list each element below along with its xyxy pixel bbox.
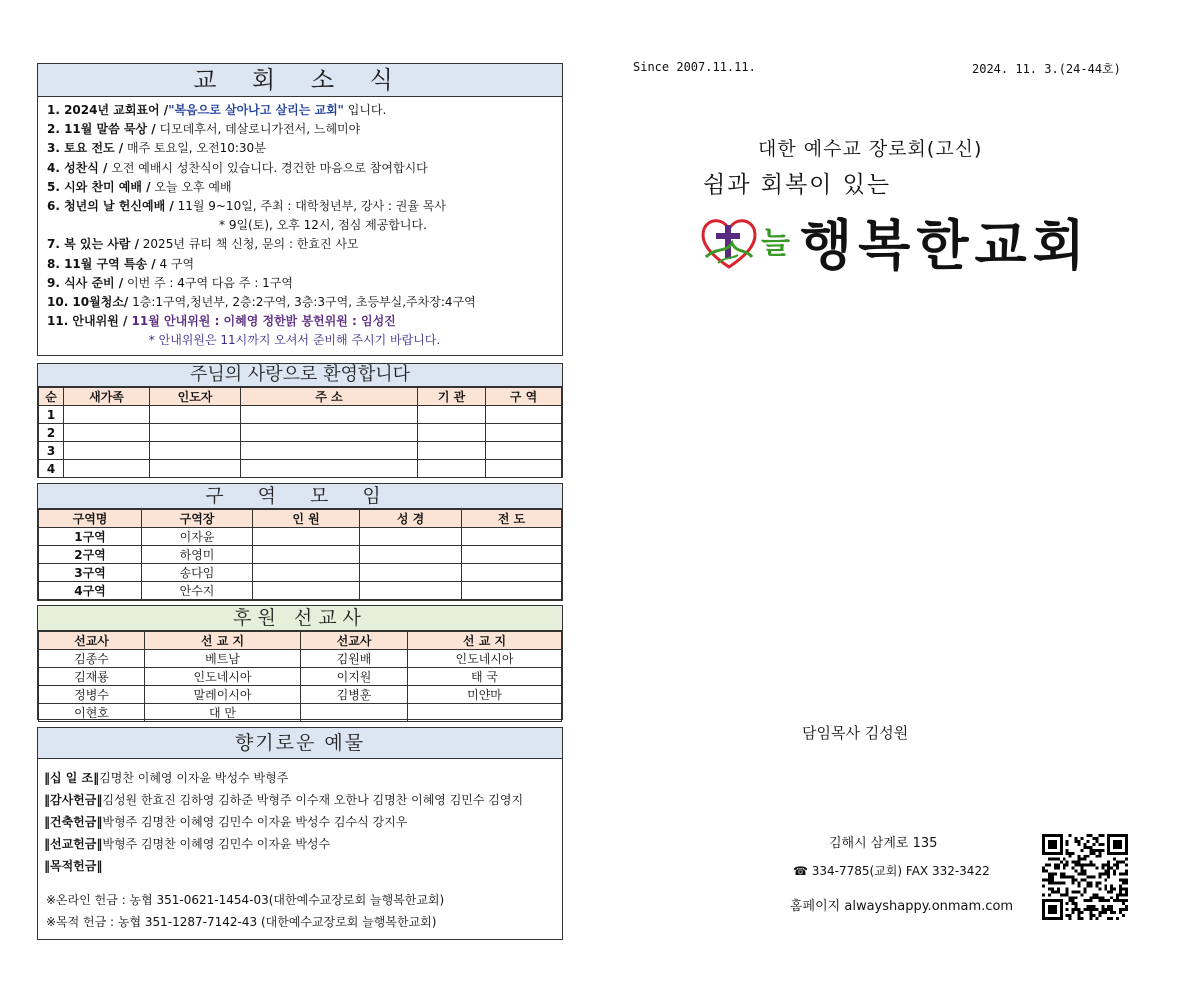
mission-field: 베트남 <box>145 650 301 668</box>
news-item-label: 6. 청년의 날 헌신예배 / <box>47 198 174 213</box>
cell <box>241 406 418 424</box>
denomination: 대한 예수교 장로회(고신) <box>758 138 983 160</box>
row-number: 3 <box>39 442 64 460</box>
news-item <box>47 101 562 120</box>
col-header: 구역장 <box>142 510 253 528</box>
usher-names: 11월 안내위원 : 이혜영 정한밝 봉헌위원 : 임성진 <box>127 314 396 329</box>
cell <box>462 582 562 600</box>
news-item-text: 4 구역 <box>155 256 195 271</box>
mission-field: 인도네시아 <box>408 650 562 668</box>
missionary-table <box>38 631 562 722</box>
news-item <box>47 293 562 312</box>
missionary-name: 김병훈 <box>301 686 408 704</box>
news-item-text: 오전 예배시 성찬식이 있습니다. 경건한 마음으로 참여합시다 <box>107 160 428 175</box>
cell <box>241 460 418 478</box>
offering-line <box>44 855 562 877</box>
news-sub-note: * 9일(토), 오후 12시, 점심 제공합니다. <box>219 218 427 233</box>
purpose-account: ※목적 헌금 : 농협 351-1287-7142-43 (대한예수교장로회 늘행복한교회) <box>46 915 437 929</box>
missionary-section <box>37 605 563 720</box>
since-date: Since 2007.11.11. <box>633 60 756 74</box>
offering-label: ‖건축헌금‖ <box>44 815 103 829</box>
district-name: 2구역 <box>39 546 142 564</box>
news-item-text: 11월 9~10일, 주최 : 대학청년부, 강사 : 권율 목사 <box>173 198 446 213</box>
church-news-section <box>37 63 563 356</box>
mission-field: 미얀마 <box>408 686 562 704</box>
cell <box>418 460 486 478</box>
row-number: 4 <box>39 460 64 478</box>
cell <box>64 424 150 442</box>
col-header: 선교사 <box>39 632 145 650</box>
cell <box>486 424 562 442</box>
col-header: 선 교 지 <box>145 632 301 650</box>
missionary-name: 이현호 <box>39 704 145 722</box>
usher-note: * 안내위원은 11시까지 오셔서 준비해 주시기 바랍니다. <box>148 333 441 348</box>
cell <box>64 442 150 460</box>
offering-line <box>44 811 562 833</box>
offering-line <box>44 767 562 789</box>
table-row <box>39 546 562 564</box>
col-header: 새가족 <box>64 388 150 406</box>
church-slogan: 쉼과 회복이 있는 <box>703 172 892 198</box>
news-item <box>47 197 562 216</box>
district-name: 4구역 <box>39 582 142 600</box>
news-item-text: 디모데후서, 데살로니가전서, 느헤미야 <box>155 122 361 137</box>
table-header-row <box>39 632 562 650</box>
col-header: 성 경 <box>360 510 462 528</box>
col-header: 주 소 <box>241 388 418 406</box>
online-account: ※온라인 헌금 : 농협 351-0621-1454-03(대한예수교장로회 늘행복한교회) <box>46 893 445 907</box>
cell <box>150 406 241 424</box>
district-leader: 안수지 <box>142 582 253 600</box>
cell <box>418 406 486 424</box>
cell <box>360 564 462 582</box>
cell <box>150 442 241 460</box>
offering-line <box>44 789 562 811</box>
col-header: 선 교 지 <box>408 632 562 650</box>
news-item-label: 3. 토요 전도 / <box>47 141 124 156</box>
news-item-label: 2. 11월 말씀 묵상 / <box>47 122 156 137</box>
table-row <box>39 460 562 478</box>
cell <box>64 460 150 478</box>
news-item-label: 8. 11월 구역 특송 / <box>47 256 156 271</box>
news-item-label: 10. 10월청소/ <box>47 294 129 309</box>
news-item-text: 매주 토요일, 오전10:30분 <box>123 141 266 156</box>
col-header: 인도자 <box>150 388 241 406</box>
mission-field: 인도네시아 <box>145 668 301 686</box>
offering-names: 박형주 김명찬 이혜영 김민수 이자윤 박성수 김수식 강지우 <box>102 815 408 829</box>
offering-names: 김성원 한효진 김하영 김하준 박형주 이수재 오한나 김명찬 이혜영 김민수 김영지 <box>102 793 524 807</box>
district-table <box>38 509 562 600</box>
offering-names: 김명찬 이혜영 이자윤 박성수 박형주 <box>99 771 289 785</box>
news-item-text: 2025년 큐티 책 신청, 문의 : 한효진 사모 <box>138 237 359 252</box>
col-header: 선교사 <box>301 632 408 650</box>
missionary-name <box>301 704 408 722</box>
table-header-row <box>39 510 562 528</box>
table-row <box>39 406 562 424</box>
cell <box>462 546 562 564</box>
cell <box>253 564 360 582</box>
missionary-name: 김종수 <box>39 650 145 668</box>
missionary-name: 정병수 <box>39 686 145 704</box>
cell <box>486 460 562 478</box>
news-item-label: 4. 성찬식 / <box>47 160 108 175</box>
table-header-row <box>39 388 562 406</box>
cell <box>486 406 562 424</box>
cell <box>150 460 241 478</box>
news-item-text: 입니다. <box>343 103 387 117</box>
mission-field <box>408 704 562 722</box>
cell <box>241 424 418 442</box>
news-item-label: 1. 2024년 교회표어 / <box>47 103 169 117</box>
district-name: 1구역 <box>39 528 142 546</box>
church-homepage: 홈페이지 alwayshappy.onmam.com <box>790 899 1014 914</box>
offering-label: ‖십 일 조‖ <box>44 771 100 785</box>
new-family-table <box>38 387 562 478</box>
logo-prefix: 늘 <box>761 226 790 261</box>
church-address: 김해시 삼계로 135 <box>829 836 938 851</box>
news-item <box>47 159 562 178</box>
table-row <box>39 528 562 546</box>
news-item-label: 9. 식사 준비 / <box>47 275 124 290</box>
table-row <box>39 442 562 460</box>
church-news-title: 교 회 소 식 <box>38 64 562 97</box>
cell <box>253 546 360 564</box>
news-item <box>47 120 562 139</box>
news-item <box>47 312 562 331</box>
table-row <box>39 704 562 722</box>
news-item-label: 11. 안내위원 / <box>47 314 128 329</box>
cell <box>360 546 462 564</box>
table-row <box>39 686 562 704</box>
cell <box>360 582 462 600</box>
missionary-title: 후원 선교사 <box>38 606 562 631</box>
district-leader: 송다임 <box>142 564 253 582</box>
col-header: 기 관 <box>418 388 486 406</box>
district-name: 3구역 <box>39 564 142 582</box>
col-header: 순 <box>39 388 64 406</box>
table-row <box>39 582 562 600</box>
cell <box>150 424 241 442</box>
cell <box>253 528 360 546</box>
cross-heart-logo-icon <box>698 213 760 273</box>
mission-field: 대 만 <box>145 704 301 722</box>
cell <box>462 528 562 546</box>
cell <box>253 582 360 600</box>
offering-title: 향기로운 예물 <box>38 728 562 759</box>
missionary-name: 이지원 <box>301 668 408 686</box>
offering-label: ‖목적헌금‖ <box>44 859 103 873</box>
district-leader: 하영미 <box>142 546 253 564</box>
news-item <box>47 235 562 254</box>
cell <box>418 442 486 460</box>
offering-label: ‖선교헌금‖ <box>44 837 103 851</box>
account-info <box>38 877 562 933</box>
cell <box>418 424 486 442</box>
district-title: 구 역 모 임 <box>38 484 562 509</box>
qr-code-icon <box>1042 834 1128 920</box>
table-row <box>39 564 562 582</box>
offering-section <box>37 727 563 940</box>
motto-text: "복음으로 살아나고 살리는 교회" <box>168 103 344 117</box>
col-header: 구역명 <box>39 510 142 528</box>
offering-names: 박형주 김명찬 이혜영 김민수 이자윤 박성수 <box>102 837 331 851</box>
news-item-text: 이번 주 : 4구역 다음 주 : 1구역 <box>123 275 293 290</box>
mission-field: 말레이시아 <box>145 686 301 704</box>
issue-date: 2024. 11. 3.(24-44호) <box>972 62 1121 76</box>
church-name: 행복한교회 <box>800 214 1091 277</box>
welcome-title: 주님의 사랑으로 환영합니다 <box>38 364 562 387</box>
church-phone: ☎ 334-7785(교회) FAX 332-3422 <box>793 864 990 878</box>
offering-list <box>38 759 562 877</box>
row-number: 1 <box>39 406 64 424</box>
news-item-label: 7. 복 있는 사람 / <box>47 237 139 252</box>
news-item-text: 오늘 오후 예배 <box>150 179 232 194</box>
col-header: 인 원 <box>253 510 360 528</box>
mission-field: 태 국 <box>408 668 562 686</box>
welcome-section <box>37 363 563 478</box>
news-item <box>47 178 562 197</box>
cell <box>64 406 150 424</box>
senior-pastor: 담임목사 김성원 <box>802 724 909 742</box>
offering-line <box>44 833 562 855</box>
col-header: 전 도 <box>462 510 562 528</box>
district-leader: 이자윤 <box>142 528 253 546</box>
district-section <box>37 483 563 601</box>
church-news-list <box>38 97 562 350</box>
cell <box>462 564 562 582</box>
news-item <box>47 255 562 274</box>
row-number: 2 <box>39 424 64 442</box>
missionary-name: 김원배 <box>301 650 408 668</box>
cell <box>241 442 418 460</box>
missionary-name: 김재룡 <box>39 668 145 686</box>
table-row <box>39 424 562 442</box>
news-item <box>47 274 562 293</box>
table-row <box>39 668 562 686</box>
col-header: 구 역 <box>486 388 562 406</box>
news-item-text: 1층:1구역,청년부, 2층:2구역, 3층:3구역, 초등부실,주차장:4구역 <box>128 294 476 309</box>
news-item-label: 5. 시와 찬미 예배 / <box>47 179 151 194</box>
cell <box>360 528 462 546</box>
offering-label: ‖감사헌금‖ <box>44 793 103 807</box>
table-row <box>39 650 562 668</box>
cell <box>486 442 562 460</box>
news-item <box>47 139 562 158</box>
